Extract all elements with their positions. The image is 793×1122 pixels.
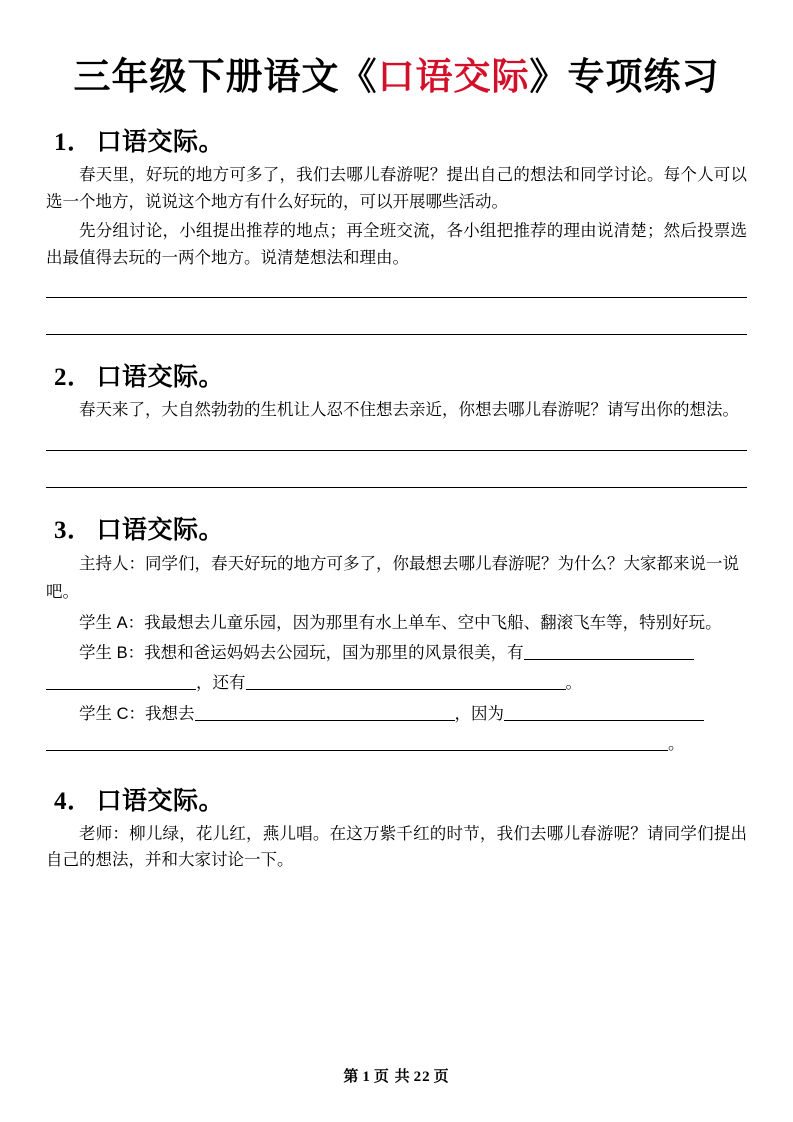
dialogue-student-b bbox=[46, 639, 747, 667]
fill-blank-c1[interactable] bbox=[195, 703, 455, 721]
dialogue-student-b-text-2: ，还有 bbox=[196, 674, 246, 693]
section-number-2: 2． bbox=[54, 364, 93, 392]
page-footer bbox=[0, 1065, 793, 1086]
answer-line-2-2[interactable] bbox=[46, 487, 747, 488]
dialogue-host-text: 同学们，春天好玩的地方可多了，你最想去哪儿春游呢？为什么？大家都来说一说吧。 bbox=[46, 554, 739, 602]
dialogue-student-c-text-2: ，因为 bbox=[454, 704, 504, 723]
footer-middle: 页 共 bbox=[373, 1069, 411, 1085]
dialogue-student-b-cont bbox=[46, 669, 747, 697]
dialogue-host bbox=[46, 550, 747, 607]
footer-suffix: 页 bbox=[433, 1069, 450, 1085]
fill-blank-b1[interactable] bbox=[524, 643, 694, 661]
section-number-3: 3． bbox=[54, 516, 93, 544]
footer-prefix: 第 bbox=[343, 1069, 360, 1085]
dialogue-student-a bbox=[46, 609, 747, 637]
section-title-2: 口语交际。 bbox=[96, 364, 225, 392]
title-accent: 口语交际 bbox=[377, 57, 530, 98]
section-1-paragraph-1: 春天里，好玩的地方可多了，我们去哪儿春游呢？提出自己的想法和同学讨论。每个人可以选一个地方，说说这个地方有什么好玩的，可以开展哪些活动。 bbox=[46, 166, 747, 212]
dialogue-student-c-label: 学生 C： bbox=[79, 704, 145, 723]
answer-line-2-1[interactable] bbox=[46, 450, 747, 451]
section-number-1: 1． bbox=[54, 129, 93, 157]
section-title-3: 口语交际。 bbox=[96, 516, 225, 544]
footer-current-page: 1 bbox=[362, 1069, 371, 1085]
page-title bbox=[46, 56, 747, 100]
section-4-paragraph-1: 老师：柳儿绿，花儿红，燕儿唱。在这万紫千红的时节，我们去哪儿春游呢？请同学们提出自己的想法，并和大家讨论一下。 bbox=[46, 824, 747, 870]
dialogue-student-b-label: 学生 B： bbox=[79, 644, 145, 663]
footer-total-pages: 22 bbox=[413, 1069, 431, 1085]
answer-line-1-1[interactable] bbox=[46, 297, 747, 298]
dialogue-student-c-text-3: 。 bbox=[668, 735, 685, 754]
dialogue-student-b-text-3: 。 bbox=[565, 674, 582, 693]
dialogue-host-label: 主持人： bbox=[79, 554, 145, 573]
section-heading-2 bbox=[54, 357, 747, 393]
section-heading-1 bbox=[54, 122, 747, 158]
title-suffix: 》专项练习 bbox=[529, 57, 720, 98]
section-title-4: 口语交际。 bbox=[96, 787, 225, 815]
answer-line-1-2[interactable] bbox=[46, 334, 747, 335]
section-heading-3 bbox=[54, 510, 747, 546]
fill-blank-c2[interactable] bbox=[504, 703, 704, 721]
fill-blank-b3[interactable] bbox=[246, 673, 566, 691]
fill-blank-c3[interactable] bbox=[46, 734, 668, 752]
dialogue-student-b-text-1: 我想和爸运妈妈去公园玩，国为那里的风景很美，有 bbox=[144, 644, 524, 663]
fill-blank-b2[interactable] bbox=[46, 673, 196, 691]
dialogue-student-a-text: 我最想去儿童乐园，因为那里有水上单车、空中飞船、翻滚飞车等，特别好玩。 bbox=[144, 613, 722, 632]
section-heading-4 bbox=[54, 781, 747, 817]
section-title-1: 口语交际。 bbox=[96, 129, 225, 157]
dialogue-student-c bbox=[46, 700, 747, 728]
section-1-paragraph-2: 先分组讨论，小组提出推荐的地点；再全班交流，各小组把推荐的理由说清楚；然后投票选出最值得去玩的一两个地方。说清楚想法和理由。 bbox=[46, 221, 747, 267]
dialogue-student-c-text-1: 我想去 bbox=[145, 704, 195, 723]
title-prefix: 三年级下册语文《 bbox=[73, 57, 378, 98]
dialogue-student-c-cont bbox=[46, 730, 747, 758]
section-2-paragraph-1: 春天来了，大自然勃勃的生机让人忍不住想去亲近，你想去哪儿春游呢？请写出你的想法。 bbox=[79, 401, 739, 420]
dialogue-student-a-label: 学生 A： bbox=[79, 613, 145, 632]
section-number-4: 4． bbox=[54, 787, 93, 815]
